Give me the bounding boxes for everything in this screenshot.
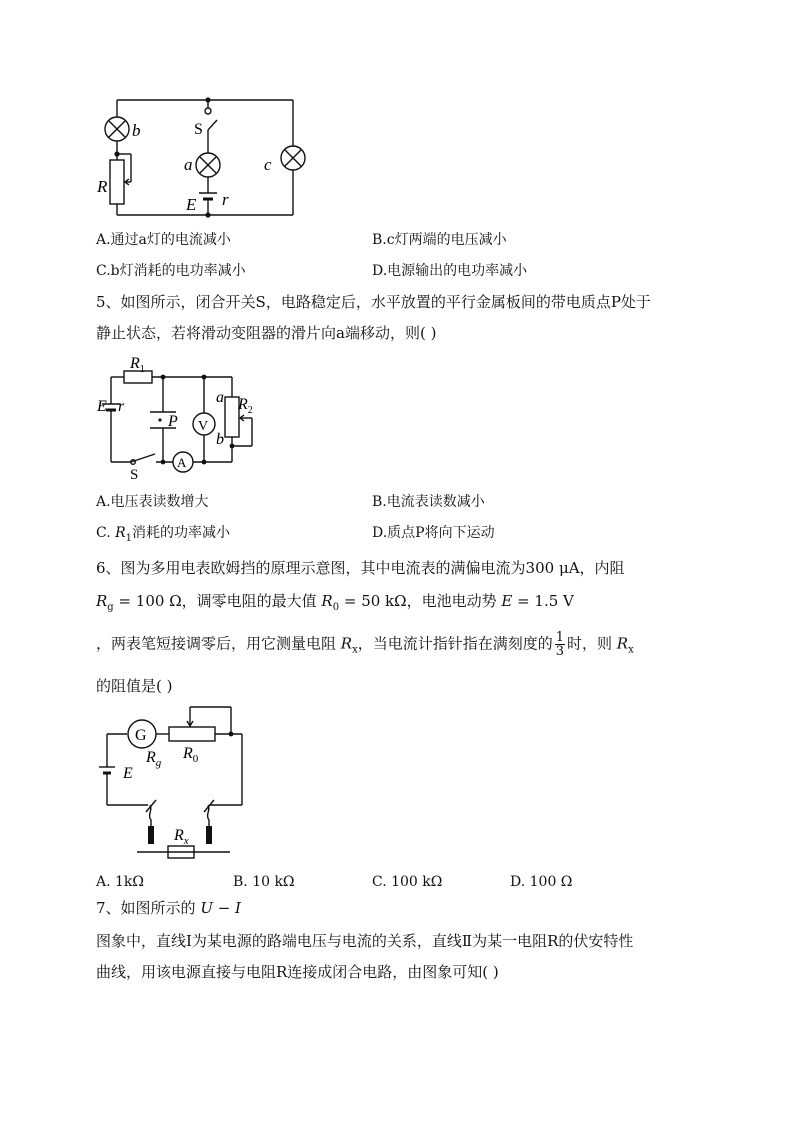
label-G: G xyxy=(135,727,147,744)
q4-option-a: A.通过a灯的电流减小 xyxy=(96,232,231,248)
q7-stem-line1: 7、如图所示的 U − I xyxy=(96,899,241,917)
label-a5: a xyxy=(216,389,224,406)
label-R0-sub: 0 xyxy=(192,753,199,765)
svg-text:R0 xyxy=(182,745,199,765)
label-E6: E xyxy=(123,765,133,782)
q4-option-c: C.b灯消耗的电功率减小 xyxy=(96,263,246,279)
q7-stem-line2: 图象中，直线Ⅰ为某电源的路端电压与电流的关系，直线Ⅱ为某一电阻R的伏安特性 xyxy=(96,932,634,950)
label-r: r xyxy=(222,190,229,209)
label-E: E xyxy=(186,195,197,214)
label-R: R xyxy=(97,177,108,196)
q6-option-a: A. 1kΩ xyxy=(96,874,145,890)
q5-option-a: A.电压表读数增大 xyxy=(96,494,209,510)
label-A: A xyxy=(177,455,187,470)
label-E5: E xyxy=(97,398,107,415)
label-R0: R xyxy=(183,745,193,762)
label-Rg-sub: g xyxy=(155,757,162,769)
q4-option-b: B.c灯两端的电压减小 xyxy=(372,232,507,248)
q5-option-b: B.电流表读数减小 xyxy=(372,494,485,510)
label-Rx-sub: x xyxy=(183,835,189,847)
q5-stem-line2: 静止状态，若将滑动变阻器的滑片向a端移动，则( ) xyxy=(96,324,437,342)
label-R2: R xyxy=(238,396,248,413)
label-R1: R xyxy=(130,355,140,372)
label-r5: r xyxy=(118,398,125,415)
label-b5: b xyxy=(216,431,224,448)
svg-text:Rx xyxy=(173,827,189,847)
label-R1-sub: 1 xyxy=(139,364,145,375)
q6-stem-line1: 6、图为多用电表欧姆挡的原理示意图，其中电流表的满偏电流为300 μA，内阻 xyxy=(96,559,625,577)
q6-option-b: B. 10 kΩ xyxy=(233,874,295,890)
label-V: V xyxy=(198,419,209,434)
label-a: a xyxy=(184,155,193,174)
svg-text:Rg xyxy=(145,749,162,769)
q5-option-c: C. $R_1$消耗的功率减小 xyxy=(96,525,231,544)
label-b: b xyxy=(132,121,141,140)
label-S: S xyxy=(194,121,203,138)
label-R2-sub: 2 xyxy=(247,405,253,416)
label-P: P xyxy=(168,413,178,430)
label-S5: S xyxy=(130,467,139,483)
q6-stem-line4: 的阻值是( ) xyxy=(96,677,173,695)
q6-option-c: C. 100 kΩ xyxy=(372,874,443,890)
q5-stem-line1: 5、如图所示，闭合开关S，电路稳定后，水平放置的平行金属板间的带电质点P处于 xyxy=(96,293,651,311)
label-Rg: R xyxy=(146,749,156,766)
label-c: c xyxy=(264,155,272,174)
q7-stem-line3: 曲线，用该电源直接与电阻R连接成闭合电路，由图象可知( ) xyxy=(96,963,499,981)
q4-option-d: D.电源输出的电功率减小 xyxy=(372,263,528,279)
q6-stem-line3: ，两表笔短接调零后，用它测量电阻 $R_x$，当电流计指针指在满刻度的 $\frac{1}{3}$ 时，则 $R_x$ xyxy=(96,630,634,659)
q5-option-d: D.质点P将向下运动 xyxy=(372,525,495,541)
label-Rx: R xyxy=(174,827,184,844)
q6-stem-line2: $R_g = 100$ Ω，调零电阻的最大值 $R_0 = 50$ kΩ，电池电动势 E = 1.5 V xyxy=(96,592,574,613)
q6-option-d: D. 100 Ω xyxy=(510,874,573,890)
fraction-one-third: $\frac{1}{3}$ xyxy=(555,630,565,659)
